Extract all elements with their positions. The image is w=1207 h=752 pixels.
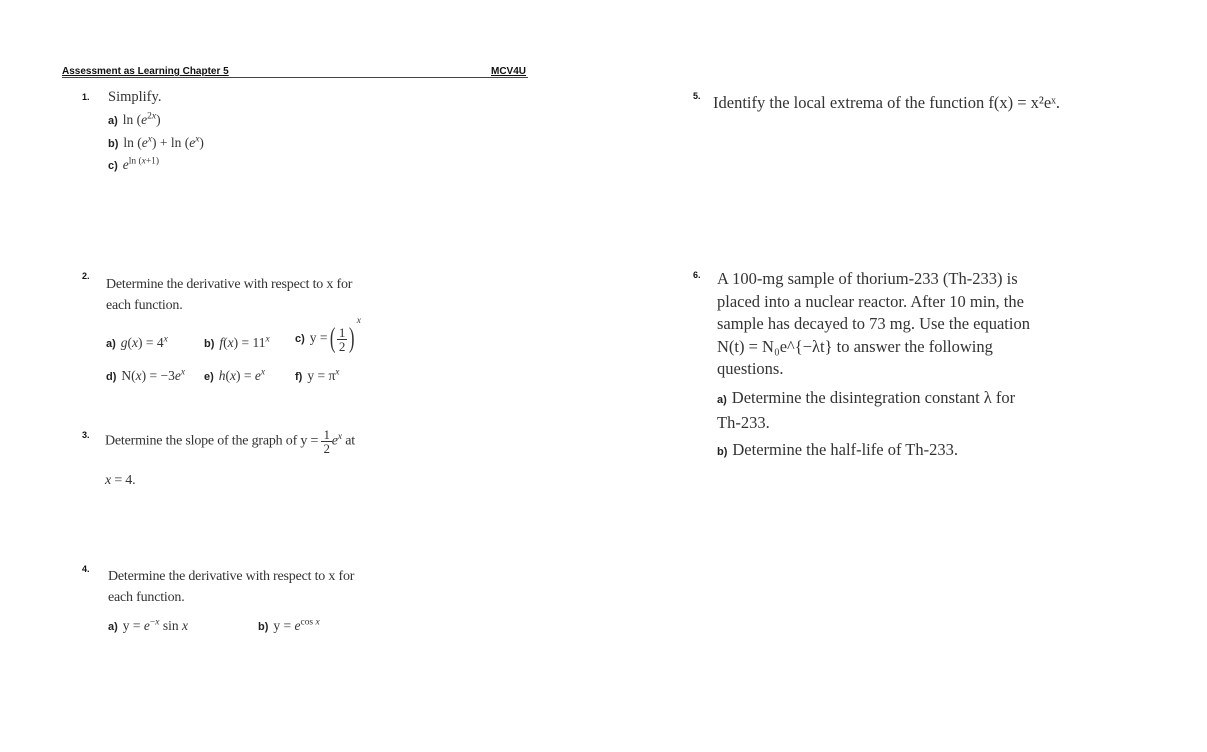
q3-prompt: Determine the slope of the graph of y = $\frac{1}{2}$ $e^x$ at [105, 427, 355, 456]
q1-prompt: Simplify. [108, 89, 162, 105]
q2-item-c-label: c) [295, 333, 305, 346]
q1-item-b: b) $\ln (e^x) + \ln (e^x)$ [108, 134, 204, 150]
q4-item-a-label: a) [108, 621, 118, 633]
q2-item-c: c) y =( $\frac{1}{2}$ )$^x$ [295, 316, 361, 354]
q2-item-d-label: d) [106, 371, 117, 383]
q6-item-a-text: Determine the disintegration constant λ for Th-233. [717, 388, 1016, 432]
q1-number: 1. [82, 92, 90, 102]
q6-prompt: A 100-mg sample of thorium-233 (Th-233) is placed into a nuclear reactor. After 10 min, the sample has decayed to 73 mg. Use the equation N(t) = N₀e^{−λt} to answer the following questions. [717, 269, 1030, 378]
q4-item-a: a) $y = e^{-x}$ sin x [108, 617, 188, 633]
q6-item-a-label: a) [717, 394, 727, 406]
q2-item-b: b) $f(x) = 11^x$ [204, 334, 270, 350]
q4-item-b: b) $y = e^{cos x}$ [258, 617, 320, 633]
q4-prompt: Determine the derivative with respect to x for each function. [108, 569, 355, 605]
q2-prompt: Determine the derivative with respect to x for each function. [106, 277, 353, 313]
q2-item-d: d) $N(x) = -3e^x$ [106, 367, 186, 383]
q2-item-a-label: a) [106, 338, 116, 350]
q1-item-a: a) $\ln (e^{2x})$ [108, 111, 161, 127]
q1-item-c: c) $e^{ln (x+1)}$ [108, 156, 160, 172]
q1-item-c-label: c) [108, 160, 118, 172]
q6-item-b-text: Determine the half-life of Th-233. [732, 440, 958, 459]
q1-item-a-label: a) [108, 115, 118, 127]
q3-prompt-cont: x = 4. [105, 473, 136, 488]
q5-prompt: Identify the local extrema of the function f(x) = x²eˣ. [713, 93, 1061, 112]
q2-item-b-label: b) [204, 338, 215, 350]
header-rule [62, 77, 528, 78]
q3-number: 3. [82, 430, 90, 440]
q2-item-e-label: e) [204, 371, 214, 383]
q2-item-e: e) $h(x) = e^x$ [204, 367, 266, 383]
course-code: MCV4U [491, 66, 527, 77]
q1-item-b-label: b) [108, 138, 119, 150]
q4-item-b-label: b) [258, 621, 269, 633]
q6-item-a [717, 387, 1037, 434]
q2-item-f: f) $y = \pi^x$ [295, 367, 340, 383]
q6-item-b-label: b) [717, 446, 728, 458]
q6-number: 6. [693, 270, 701, 280]
q2-item-f-label: f) [295, 371, 303, 383]
document-title: Assessment as Learning Chapter 5 [62, 66, 229, 77]
q6-item-b [717, 439, 958, 464]
q5-number: 5. [693, 91, 701, 101]
q4-number: 4. [82, 564, 90, 574]
q2-item-a: a) $g(x) = 4^x$ [106, 334, 168, 350]
q2-number: 2. [82, 271, 90, 281]
